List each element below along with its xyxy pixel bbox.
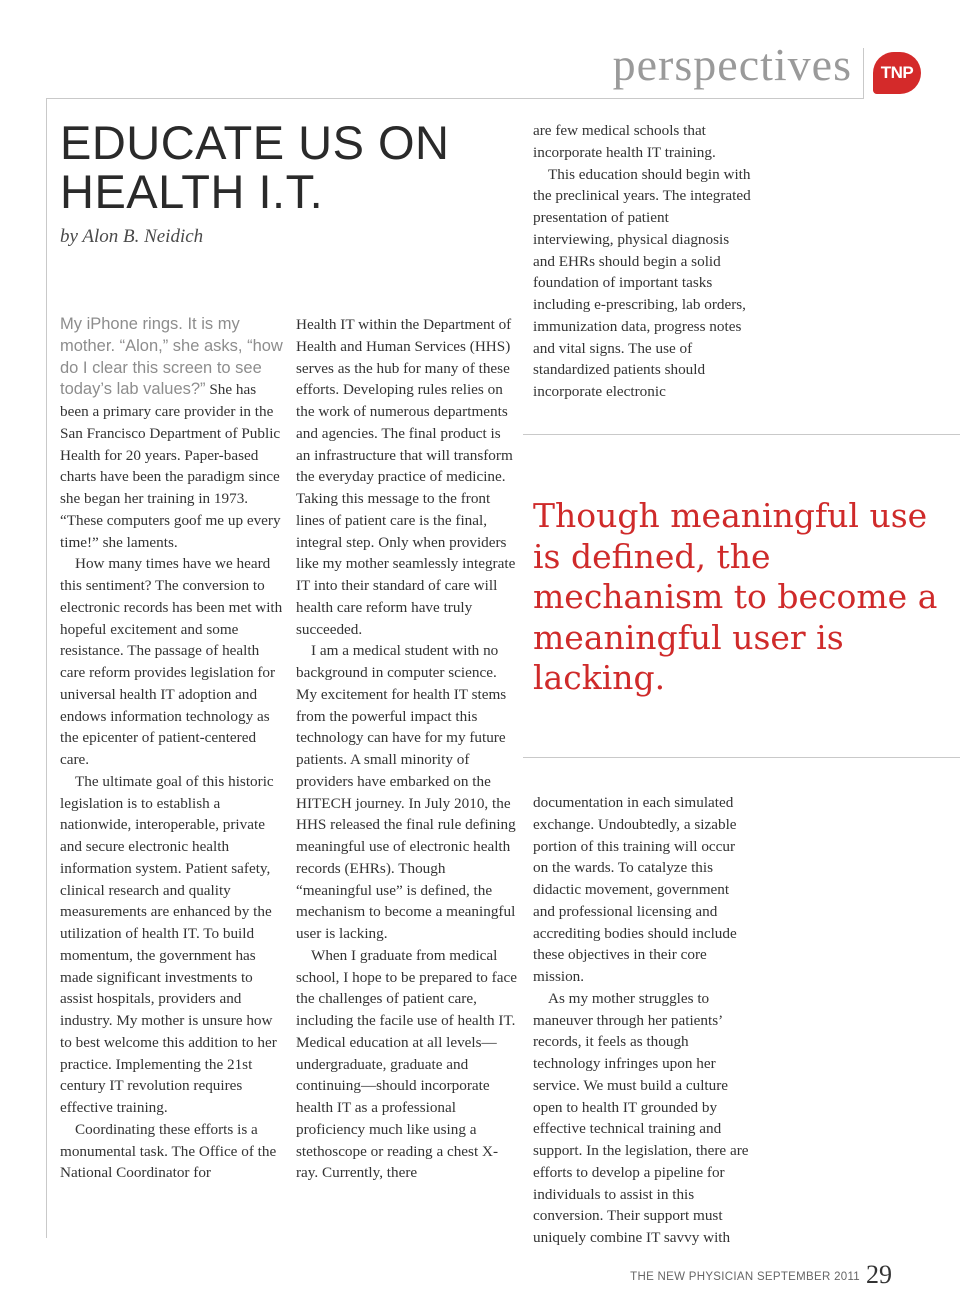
text-column-1 — [60, 314, 286, 1184]
lead-in-text: My iPhone rings. It is my mother. “Alon,” she asks, “how do I clear this screen to see today’s lab values?” — [60, 315, 283, 399]
section-label: perspectives — [612, 39, 852, 90]
title-line-2: HEALTH I.T. — [60, 165, 324, 218]
tnp-logo-badge: TNP — [873, 52, 921, 94]
paragraph-text: She has been a primary care provider in the San Francisco Department of Public Health for 20 years. Paper-based charts have been the paradigm since she began her training in 1973. “These computers goof me up every time!” she laments. — [60, 381, 281, 551]
article-byline: by Alon B. Neidich — [60, 226, 204, 247]
text-column-3-top — [533, 120, 753, 403]
paragraph: Health IT within the Department of Health and Human Services (HHS) serves as the hub for many of these efforts. Developing rules relies on the work of numerous departments and agencies. The final product is an infrastructure that will transform the everyday practice of medicine. Taking this message to the front lines of patient care is the final, integral step. Only when providers like my mother seamlessly integrate IT into their standard of care will health care reform have truly succeeded. — [296, 316, 516, 638]
title-line-1: EDUCATE US ON — [60, 116, 450, 169]
pullquote-top-rule — [523, 434, 960, 435]
paragraph: How many times have we heard this sentiment? The conversion to electronic records has been met with hopeful excitement and some resistance. The passage of health care reform provides legislation for universal health IT adoption and endows information technology as the epicenter of patient-centered care. — [60, 555, 283, 768]
paragraph: The ultimate goal of this historic legislation is to establish a nationwide, interoperable, private and secure electronic health information system. Patient safety, clinical research and quality measurements are enhanced by the utilization of health IT. To build momentum, the government has made significant investments to assist hospitals, providers and industry. My mother is unsure how to best welcome this addition to her practice. Implementing the 21st century IT revolution requires effective training. — [60, 772, 277, 1116]
paragraph: When I graduate from medical school, I hope to be prepared to face the challenges of patient care, including the facile use of health IT. Medical education at all levels—undergraduate, graduate and continuing—should incorporate health IT as a professional proficiency much like using a stethoscope or reading a chest X-ray. Currently, there — [296, 946, 517, 1182]
paragraph: Coordinating these efforts is a monumental task. The Office of the National Coordinator for — [60, 1120, 277, 1182]
paragraph: documentation in each simulated exchange. Undoubtedly, a sizable portion of this training will occur on the wards. To catalyze this didactic movement, government and professional licensing and accrediting bodies should include these objectives in their core mission. — [533, 794, 737, 985]
publication-footer: THE NEW PHYSICIAN SEPTEMBER 2011 — [630, 1271, 860, 1283]
header-divider — [46, 98, 864, 99]
pull-quote: Though meaningful use is defined, the mechanism to become a meaningful user is lacking. — [533, 496, 938, 697]
header-vertical-divider — [863, 48, 864, 99]
text-column-3-bottom — [533, 792, 753, 1249]
paragraph: As my mother struggles to maneuver through her patients’ records, it feels as though technology infringes upon her service. We must build a culture open to health IT grounded by effective technical training and support. In the legislation, there are efforts to develop a pipeline for individuals to assist in this conversion. Their support must uniquely combine IT savvy with — [533, 989, 749, 1246]
pullquote-bottom-rule — [523, 757, 960, 758]
paragraph: I am a medical student with no background in computer science. My excitement for health IT stems from the powerful impact this technology can have for my future patients. A small minority of providers have embarked on the HITECH journey. In July 2010, the HHS released the final rule defining meaningful use of electronic health records (EHRs). Though “meaningful use” is defined, the mechanism to become a meaningful user is lacking. — [296, 642, 516, 942]
paragraph: are few medical schools that incorporate health IT training. — [533, 122, 716, 161]
article-title — [60, 118, 500, 216]
left-margin-rule — [46, 98, 47, 1238]
page-number: 29 — [866, 1260, 892, 1289]
text-column-2 — [296, 314, 518, 1184]
paragraph — [60, 314, 286, 553]
paragraph: This education should begin with the preclinical years. The integrated presentation of patient interviewing, physical diagnosis and EHRs should begin a solid foundation of important tasks including e-prescribing, lab orders, immunization data, progress notes and vital signs. The use of standardized patients should incorporate electronic — [533, 165, 751, 400]
